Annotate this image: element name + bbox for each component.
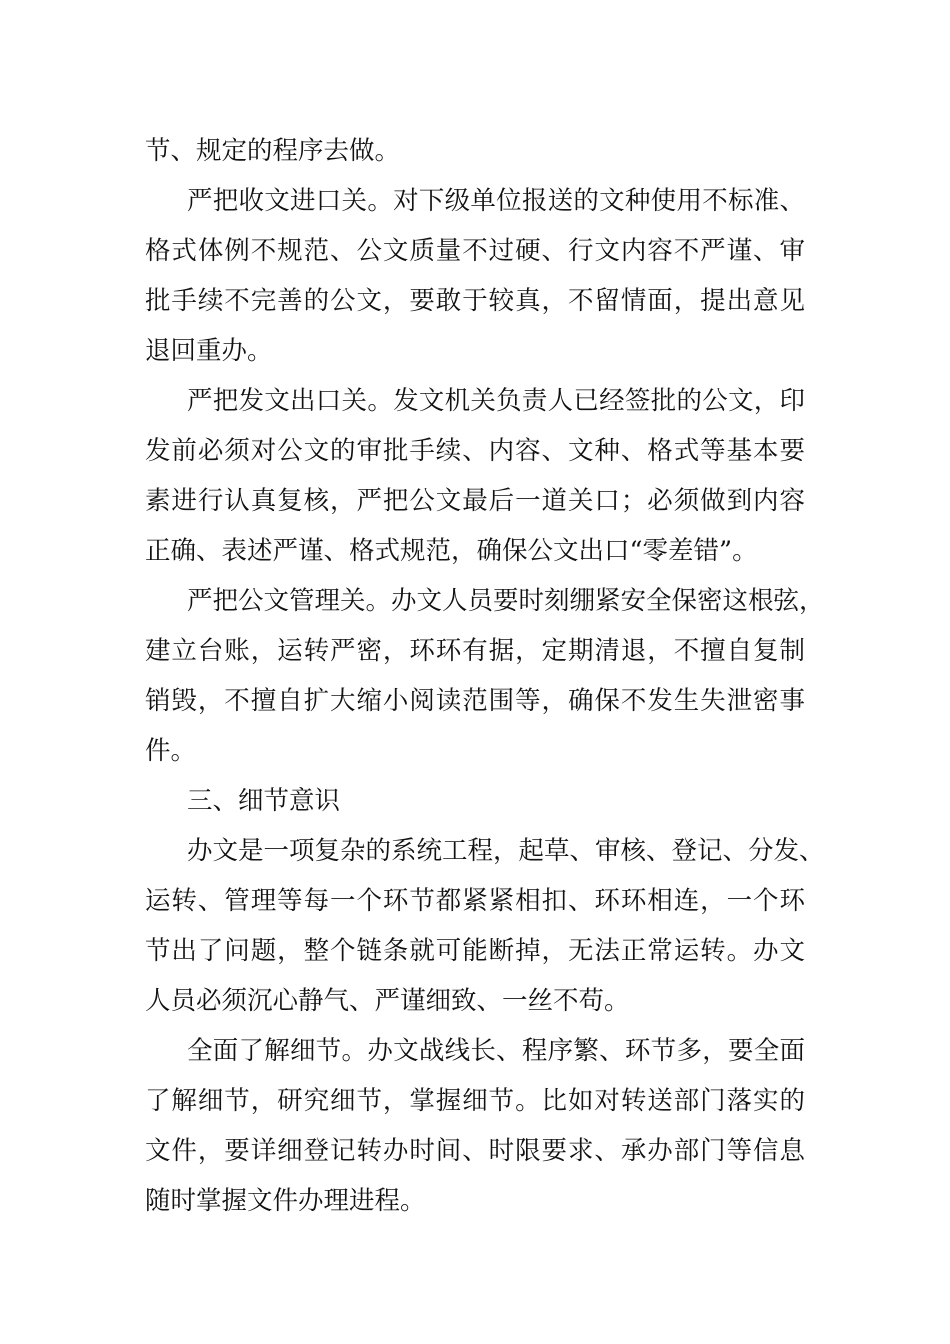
text-line: 素进行认真复核，严把公文最后一道关口；必须做到内容: [145, 486, 805, 516]
text-line: 节、规定的程序去做。: [145, 136, 401, 166]
text-line: 随时掌握文件办理进程。: [145, 1186, 426, 1216]
paragraph-first-line: 严把发文出口关。发文机关负责人已经签批的公文，印: [187, 386, 805, 416]
paragraph-first-line: 严把公文管理关。办文人员要时刻绷紧安全保密这根弦，: [187, 586, 825, 616]
section-heading: 三、细节意识: [187, 786, 341, 816]
paragraph-first-line: 全面了解细节。办文战线长、程序繁、环节多，要全面: [187, 1036, 805, 1066]
text-line: 运转、管理等每一个环节都紧紧相扣、环环相连，一个环: [145, 886, 805, 916]
text-line: 正确、表述严谨、格式规范，确保公文出口“零差错”。: [145, 536, 758, 566]
text-line: 批手续不完善的公文，要敢于较真，不留情面，提出意见: [145, 286, 805, 316]
text-line: 发前必须对公文的审批手续、内容、文种、格式等基本要: [145, 436, 805, 466]
text-line: 人员必须沉心静气、严谨细致、一丝不苟。: [145, 986, 630, 1016]
text-line: 了解细节，研究细节，掌握细节。比如对转送部门落实的: [145, 1086, 805, 1116]
text-line: 退回重办。: [145, 336, 273, 366]
paragraph-first-line: 办文是一项复杂的系统工程，起草、审核、登记、分发、: [187, 836, 825, 866]
text-line: 文件，要详细登记转办时间、时限要求、承办部门等信息: [145, 1136, 805, 1166]
text-line: 建立台账，运转严密，环环有据，定期清退，不擅自复制: [145, 636, 805, 666]
document-body: [145, 126, 825, 1226]
text-line: 件。: [145, 736, 197, 766]
text-line: 销毁，不擅自扩大缩小阅读范围等，确保不发生失泄密事: [145, 686, 805, 716]
text-line: 节出了问题，整个链条就可能断掉，无法正常运转。办文: [145, 936, 805, 966]
text-line: 格式体例不规范、公文质量不过硬、行文内容不严谨、审: [145, 236, 805, 266]
paragraph-first-line: 严把收文进口关。对下级单位报送的文种使用不标准、: [187, 186, 805, 216]
